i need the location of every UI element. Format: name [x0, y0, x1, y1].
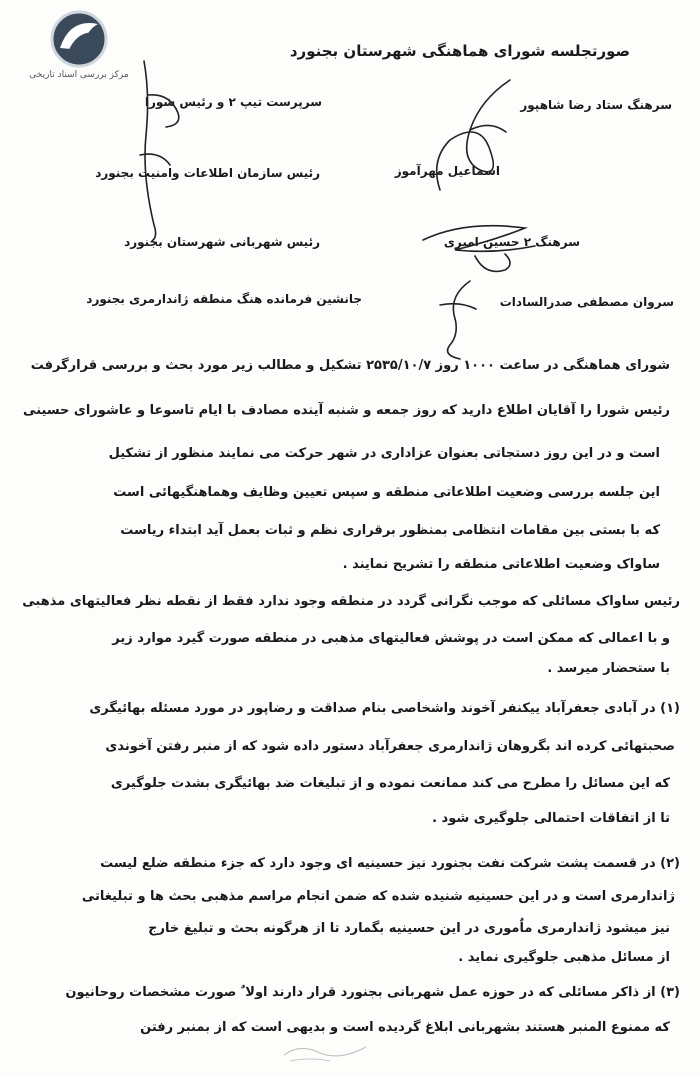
body-line-2: رئیس شورا را آقایان اطلاع دارید که روز جمعه و شنبه آینده مصادف با ایام تاسوعا و عاشورای حسینی [23, 403, 670, 418]
body-line-14: (۲) در قسمت پشت شرکت نفت بجنورد نیز حسینیه ای وجود دارد که جزء منطقه ضلع لیست [100, 856, 680, 871]
body-line-13: تا از اتفاقات احتمالی جلوگیری شود . [432, 811, 670, 826]
signature-4 [420, 275, 500, 365]
body-line-5: که با بستی بین مقامات انتظامی بمنظور برقراری نظم و ثبات بعمل آید ابتداء ریاست [120, 523, 660, 538]
attendee-left-3: رئیس شهربانی شهرستان بجنورد [124, 235, 320, 249]
logo-caption: مرکز بررسی اسناد تاریخی [29, 70, 129, 80]
attendee-right-1: سرهنگ ستاد رضا شاهپور [520, 98, 672, 112]
attendee-left-2: رئیس سازمان اطلاعات وامنیت بجنورد [95, 166, 320, 180]
attendee-right-4: سروان مصطفی صدرالسادات [499, 295, 674, 309]
body-line-19: که ممنوع المنبر هستند بشهربانی ابلاغ گردیده است و بدیهی است که از بمنبر رفتن [140, 1020, 670, 1035]
body-line-8: و با اعمالی که ممکن است در پوشش فعالیتهای مذهبی در منطقه صورت گیرد موارد زیر [112, 631, 670, 646]
body-line-18: (۳) از ذاکر مسائلی که در حوزه عمل شهربانی بجنورد قرار دارند اولا ٌ صورت مشخصات روحانیون [65, 985, 680, 1000]
attendee-left-1: سرپرست تیپ ۲ و رئیس شورا [144, 95, 322, 109]
body-line-3: است و در این روز دستجاتی بعنوان عزاداری در شهر حرکت می نمایند منظور از تشکیل [108, 446, 660, 461]
document-title: صورتجلسه شورای هماهنگی شهرستان بجنورد [289, 42, 630, 60]
attendee-left-4: جانشین فرمانده هنگ منطقه ژاندارمری بجنورد [86, 292, 362, 306]
body-line-17: از مسائل مذهبی جلوگیری نماید . [458, 950, 670, 965]
body-line-4: این جلسه بررسی وضعیت اطلاعاتی منطقه و سپس تعیین وظایف وهماهنگیهائی است [113, 485, 660, 500]
body-line-11: صحبتهائی کرده اند بگروهان ژاندارمری جعفرآباد دستور داده شود که از منبر رفتن آخوندی [105, 739, 675, 754]
body-line-6: ساواک وضعیت اطلاعاتی منطقه را تشریح نمایند . [342, 557, 660, 572]
archive-logo [14, 10, 144, 80]
signature-1 [130, 55, 200, 245]
body-line-10: (۱) در آبادی جعفرآباد ییکنفر آخوند واشخاصی بنام صداقت و رضاپور در مورد مسئله بهائیگری [89, 701, 680, 716]
faint-stamp-mark [280, 1035, 370, 1065]
body-line-15: ژاندارمری است و در این حسینیه شنیده شده که ضمن انجام مراسم مذهبی بحث ها و تبلیغاتی [81, 889, 675, 904]
archive-logo-icon [46, 10, 112, 68]
body-line-1: شورای هماهنگی در ساعت ۱۰۰۰ روز ۲۵۳۵/۱۰/۷ تشکیل و مطالب زیر مورد بحث و بررسی قرارگرفت [30, 358, 670, 373]
signature-3 [415, 210, 545, 290]
attendee-right-2: اسماعیل مهرآموز [394, 164, 500, 178]
body-line-16: نیز میشود ژاندارمری ماٌموری در این حسینیه بگمارد تا از هرگونه بحث و تبلیغ خارج [148, 921, 670, 936]
body-line-9: با ستحضار میرسد . [547, 661, 670, 676]
body-line-7: رئیس ساواک مسائلی که موجب نگرانی گردد در منطقه وجود ندارد فقط از نقطه نظر فعالیتهای مذهبی [22, 594, 680, 609]
signature-2 [410, 60, 530, 200]
body-line-12: که این مسائل را مطرح می کند ممانعت نموده و از تبلیغات ضد بهائیگری بشدت جلوگیری [110, 776, 670, 791]
attendee-right-3: سرهنگ ۲ حسین امیری [443, 235, 580, 249]
